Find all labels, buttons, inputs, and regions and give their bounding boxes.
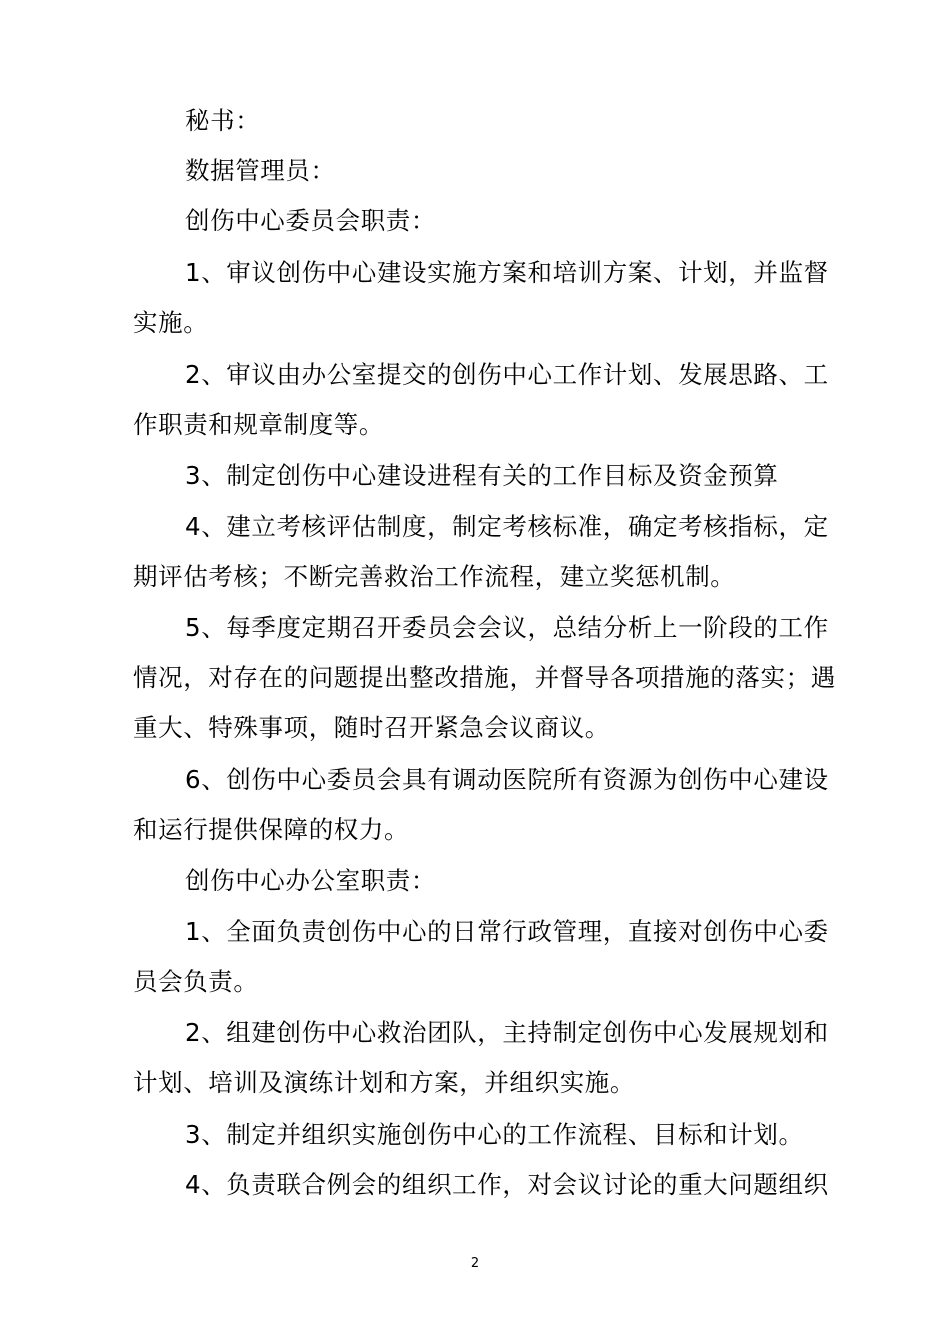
paragraph-line: 5、每季度定期召开委员会会议，总结分析上一阶段的工作 <box>185 613 829 642</box>
paragraph-line: 计划、培训及演练计划和方案，并组织实施。 <box>133 1068 635 1097</box>
paragraph-line: 2、组建创伤中心救治团队，主持制定创伤中心发展规划和 <box>185 1018 829 1047</box>
paragraph-line: 情况，对存在的问题提出整改措施，并督导各项措施的落实；遇 <box>133 663 836 692</box>
paragraph-line: 4、建立考核评估制度，制定考核标准，确定考核指标，定 <box>185 512 829 541</box>
paragraph-line: 4、负责联合例会的组织工作，对会议讨论的重大问题组织 <box>185 1170 829 1199</box>
paragraph-line: 作职责和规章制度等。 <box>133 410 384 439</box>
paragraph-line: 期评估考核；不断完善救治工作流程，建立奖惩机制。 <box>133 562 736 591</box>
paragraph-line: 3、制定并组织实施创伤中心的工作流程、目标和计划。 <box>185 1120 804 1149</box>
line-data-manager: 数据管理员： <box>185 156 336 185</box>
paragraph-line: 实施。 <box>133 308 209 337</box>
heading-office-duties: 创伤中心办公室职责： <box>185 866 436 895</box>
paragraph-line: 6、创伤中心委员会具有调动医院所有资源为创伤中心建设 <box>185 765 829 794</box>
heading-committee-duties: 创伤中心委员会职责： <box>185 206 436 235</box>
paragraph-line: 员会负责。 <box>133 967 259 996</box>
page-number: 2 <box>470 1256 480 1271</box>
paragraph-line: 和运行提供保障的权力。 <box>133 815 410 844</box>
paragraph-line: 1、全面负责创伤中心的日常行政管理，直接对创伤中心委 <box>185 917 829 946</box>
line-secretary: 秘书： <box>185 106 261 135</box>
paragraph-line: 2、审议由办公室提交的创伤中心工作计划、发展思路、工 <box>185 360 829 389</box>
paragraph-line: 1、审议创伤中心建设实施方案和培训方案、计划，并监督 <box>185 258 829 287</box>
paragraph-line: 重大、特殊事项，随时召开紧急会议商议。 <box>133 713 610 742</box>
paragraph-line: 3、制定创伤中心建设进程有关的工作目标及资金预算 <box>185 461 779 490</box>
